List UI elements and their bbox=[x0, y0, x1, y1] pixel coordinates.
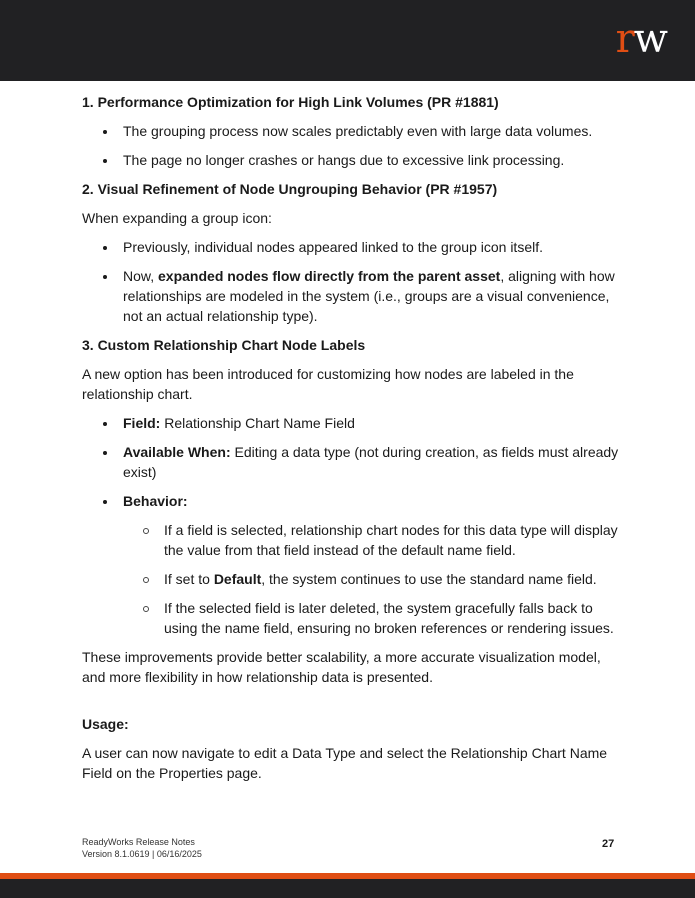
list-item-behavior bbox=[82, 491, 622, 638]
summary-paragraph: These improvements provide better scalability, a more accurate visualization model, and more flexibility in how relationship data is presented. bbox=[82, 649, 601, 685]
footer-title: ReadyWorks Release Notes bbox=[82, 837, 195, 847]
text: , the system continues to use the standard name field. bbox=[261, 571, 597, 587]
section-3-intro: A new option has been introduced for customizing how nodes are labeled in the relationship chart. bbox=[82, 366, 574, 402]
sublist-item bbox=[123, 569, 622, 589]
footer-bar bbox=[0, 879, 695, 898]
text: If set to bbox=[164, 571, 214, 587]
spacer bbox=[82, 696, 622, 714]
available-label: Available When: bbox=[123, 444, 231, 460]
behavior-label: Behavior: bbox=[123, 493, 188, 509]
section-1-list bbox=[82, 121, 622, 170]
text: Now, bbox=[123, 268, 159, 284]
readyworks-logo bbox=[616, 14, 667, 64]
usage-paragraph: A user can now navigate to edit a Data Type and select the Relationship Chart Name Field on the Properties page. bbox=[82, 745, 608, 781]
section-3-heading: 3. Custom Relationship Chart Node Labels bbox=[82, 337, 366, 353]
list-item: The page no longer crashes or hangs due to excessive link processing. bbox=[82, 150, 622, 170]
available-value: Editing a data type (not during creation, as fields must already exist) bbox=[123, 444, 619, 480]
section-2-list bbox=[82, 237, 622, 326]
bold-text: Default bbox=[213, 571, 262, 587]
section-1-heading: 1. Performance Optimization for High Link Volumes (PR #1881) bbox=[82, 94, 499, 110]
header-bar bbox=[0, 0, 695, 81]
text: , aligning with how relationships are modeled in the system (i.e., groups are a visual convenience, not an actual relationship type). bbox=[123, 268, 615, 324]
behavior-sublist bbox=[123, 520, 622, 638]
section-3-list bbox=[82, 413, 622, 638]
document-body bbox=[82, 92, 622, 792]
sublist-item: If a field is selected, relationship chart nodes for this data type will display the value from that field instead of the default name field. bbox=[123, 520, 622, 560]
usage-heading: Usage: bbox=[82, 716, 129, 732]
field-label: Field: bbox=[123, 415, 161, 431]
list-item: Previously, individual nodes appeared linked to the group icon itself. bbox=[82, 237, 622, 257]
logo-letter-r: r bbox=[615, 16, 634, 62]
list-item-available-when bbox=[82, 442, 622, 482]
list-item: The grouping process now scales predictably even with large data volumes. bbox=[82, 121, 622, 141]
list-item bbox=[82, 266, 622, 326]
bold-text: expanded nodes flow directly from the parent asset bbox=[158, 268, 501, 284]
footer-info bbox=[82, 836, 202, 860]
field-value: Relationship Chart Name Field bbox=[160, 415, 355, 431]
sublist-item: If the selected field is later deleted, the system gracefully falls back to using the name field, ensuring no broken references or rendering issues. bbox=[123, 598, 622, 638]
logo-letter-w: w bbox=[633, 16, 667, 62]
section-2-heading: 2. Visual Refinement of Node Ungrouping Behavior (PR #1957) bbox=[82, 181, 498, 197]
list-item-field bbox=[82, 413, 622, 433]
page-number: 27 bbox=[602, 838, 615, 850]
footer-version: Version 8.1.0619 | 06/16/2025 bbox=[82, 849, 202, 859]
section-2-intro: When expanding a group icon: bbox=[82, 210, 272, 226]
